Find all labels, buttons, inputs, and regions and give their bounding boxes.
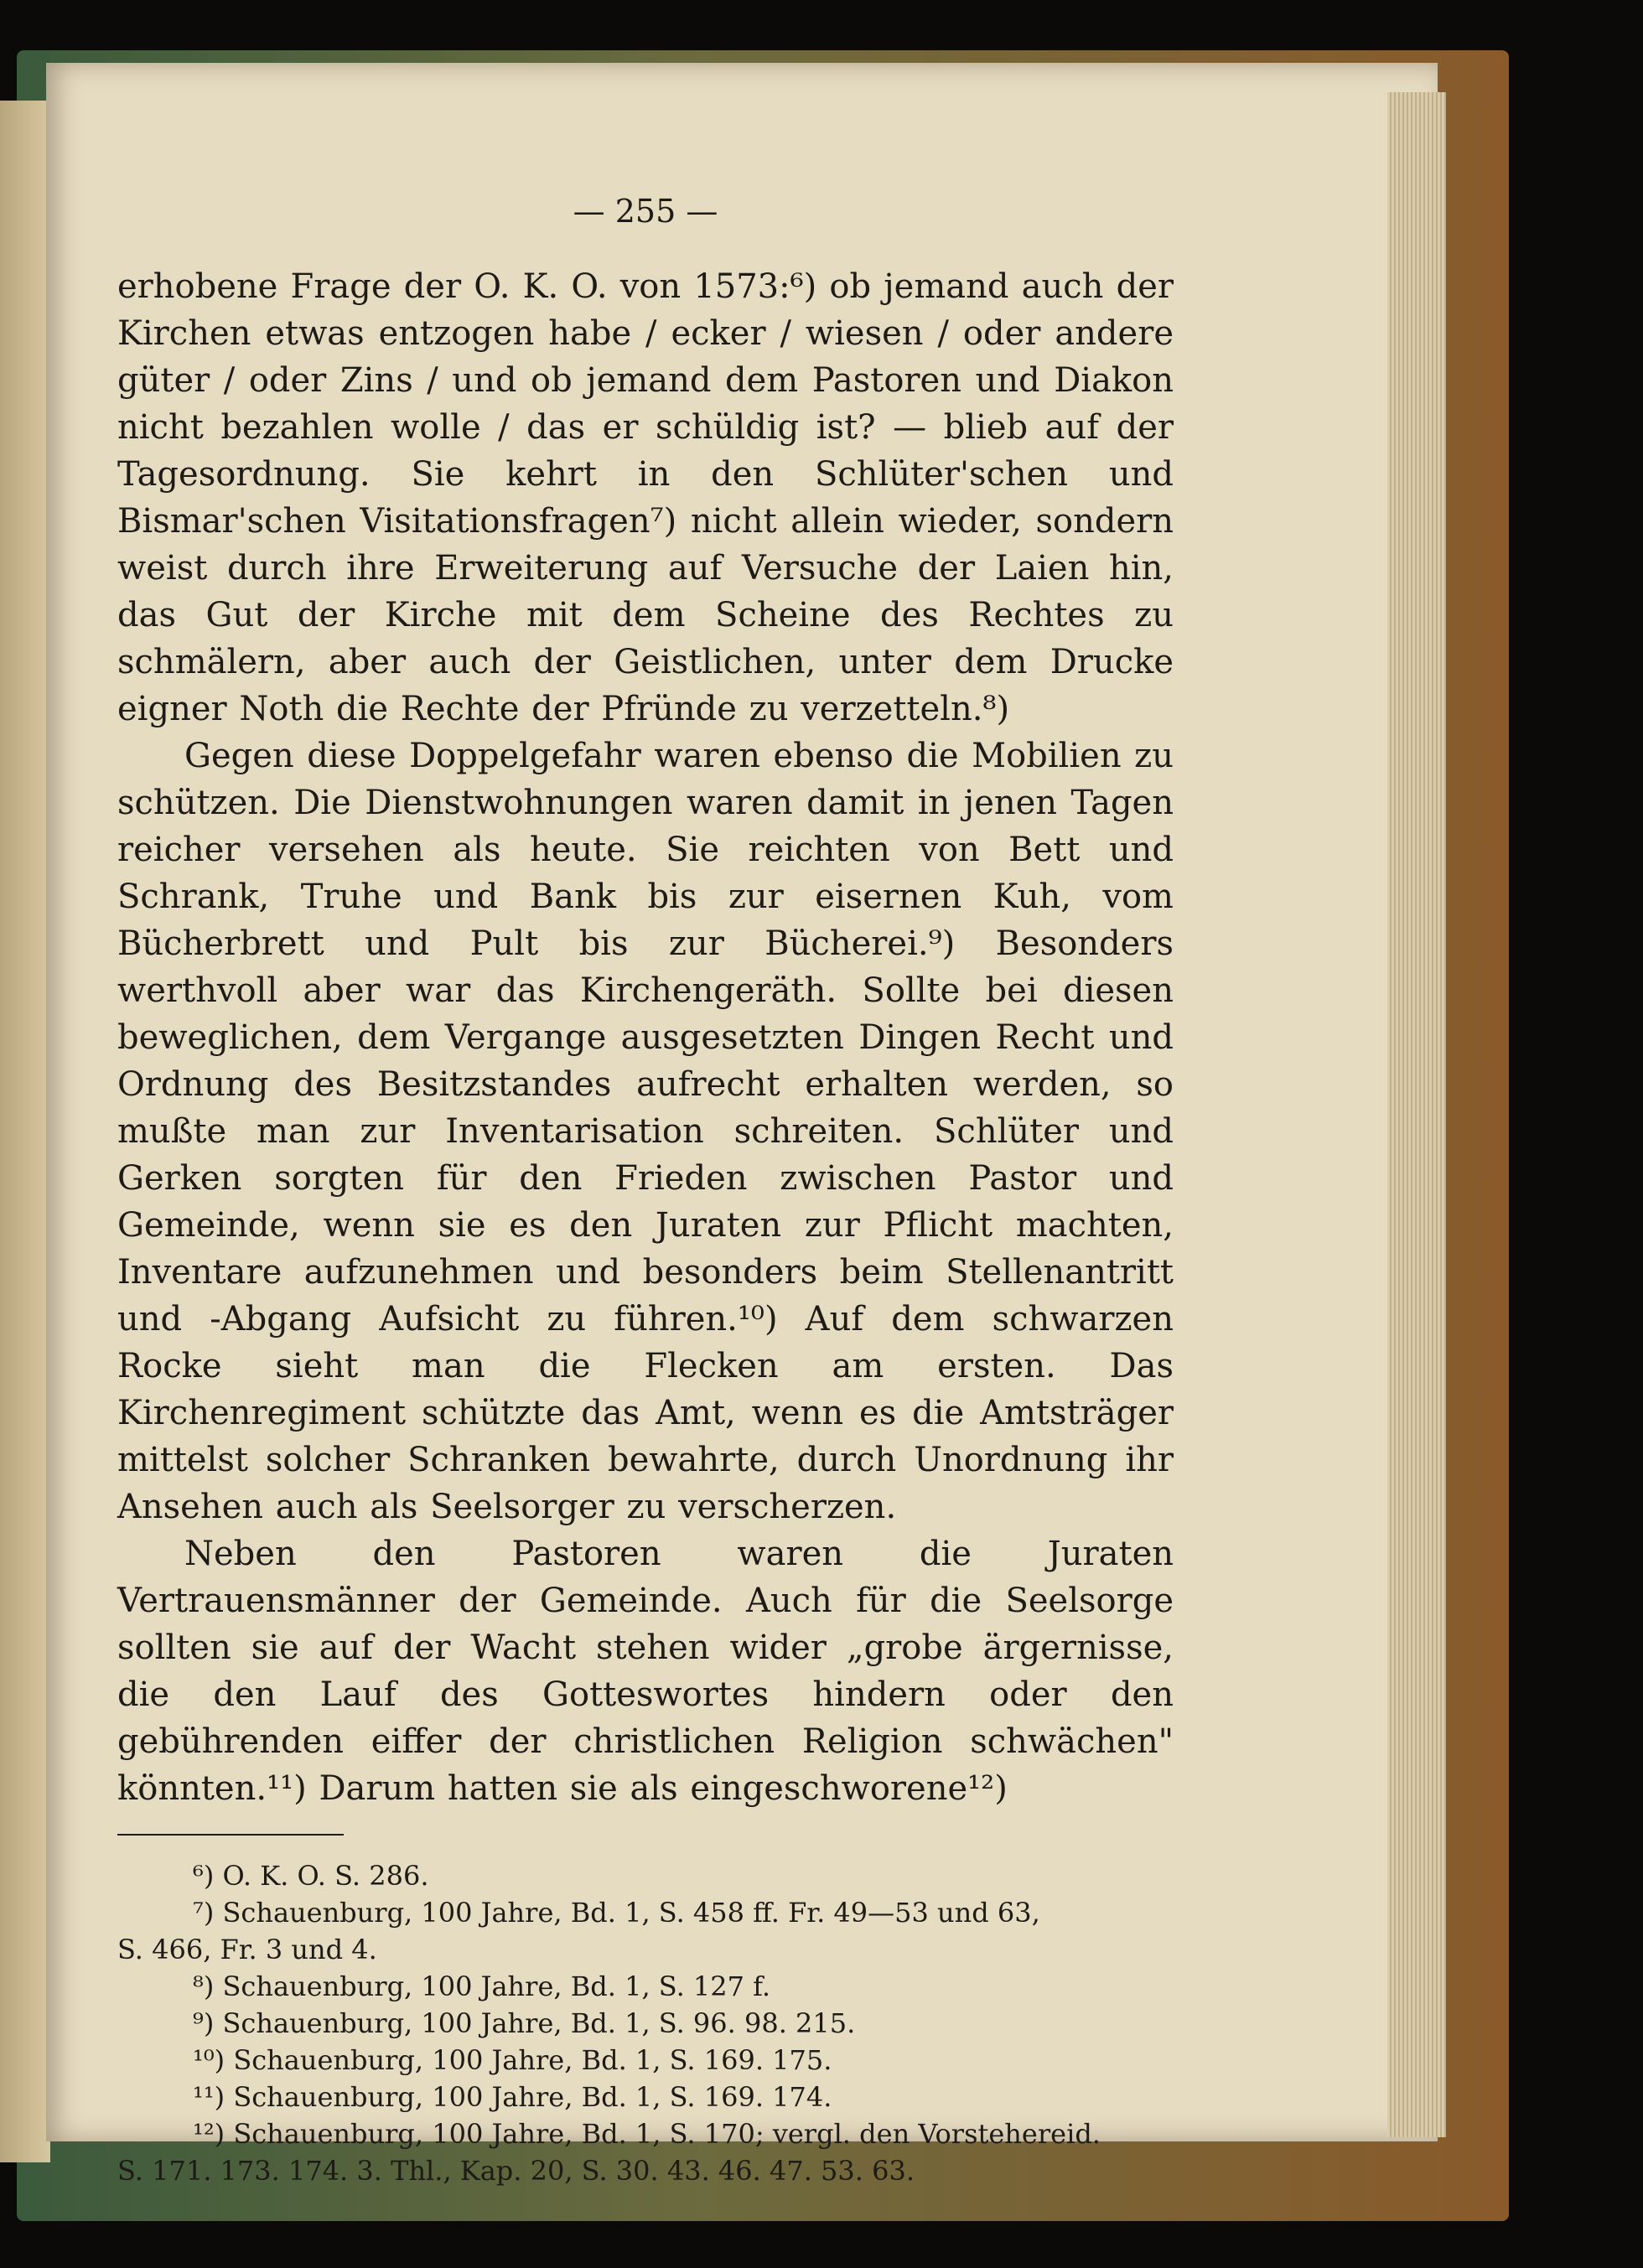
footnotes (117, 1857, 1174, 2189)
paragraph-1: erhobene Frage der O. K. O. von 1573:⁶) ob jemand auch der Kirchen etwas entzogen habe / ecker / wiesen / oder andere güter / oder Zins / und ob jemand dem Pastoren und Diakon nicht bezahlen wolle / das er schüldig ist? — blieb auf der Tagesordnung. Sie kehrt in den Schlüter'schen und Bismar'schen Visitationsfragen⁷) nicht allein wieder, sondern weist durch ihre Erweiterung auf Versuche der Laien hin, das Gut der Kirche mit dem Scheine des Rechtes zu schmälern, aber auch der Geistlichen, unter dem Drucke eigner Noth die Rechte der Pfründe zu verzetteln.⁸) (117, 267, 1174, 728)
footnote-11: ¹¹) Schauenburg, 100 Jahre, Bd. 1, S. 169. 174. (193, 2081, 832, 2113)
footnote-12: ¹²) Schauenburg, 100 Jahre, Bd. 1, S. 170; vergl. den Vorstehereid. S. 171. 173. 174. 3. Thl., Kap. 20, S. 30. 43. 46. 47. 53. 63. (117, 2118, 1101, 2187)
footnote-10: ¹⁰) Schauenburg, 100 Jahre, Bd. 1, S. 169. 175. (193, 2044, 832, 2076)
page-content (117, 126, 1174, 2189)
footnote-6: ⁶) O. K. O. S. 286. (193, 1860, 429, 1892)
footnote-9: ⁹) Schauenburg, 100 Jahre, Bd. 1, S. 96. 98. 215. (193, 2007, 856, 2039)
footnote-8: ⁸) Schauenburg, 100 Jahre, Bd. 1, S. 127 f. (193, 1970, 771, 2002)
page-number: — 255 — (573, 193, 718, 230)
footnote-7: ⁷) Schauenburg, 100 Jahre, Bd. 1, S. 458 ff. Fr. 49—53 und 63, S. 466, Fr. 3 und 4. (117, 1897, 1040, 1965)
paragraph-2: Gegen diese Doppelgefahr waren ebenso die Mobilien zu schützen. Die Dienstwohnungen waren damit in jenen Tagen reicher versehen als heute. Sie reichten von Bett und Schrank, Truhe und Bank bis zur eisernen Kuh, vom Bücherbrett und Pult bis zur Bücherei.⁹) Besonders werthvoll aber war das Kirchengeräth. Sollte bei diesen beweglichen, dem Vergange ausgesetzten Dingen Recht und Ordnung des Besitzstandes aufrecht erhalten werden, so mußte man zur Inventarisation schreiten. Schlüter und Gerken sorgten für den Frieden zwischen Pastor und Gemeinde, wenn sie es den Juraten zur Pflicht machten, Inventare aufzunehmen und besonders beim Stellenantritt und -Abgang Aufsicht zu führen.¹⁰) Auf dem schwarzen Rocke sieht man die Flecken am ersten. Das Kirchenregiment schützte das Amt, wenn es die Amtsträger mittelst solcher Schranken bewahrte, durch Unordnung ihr Ansehen auch als Seelsorger zu verscherzen. (117, 737, 1174, 1526)
footnote-divider (117, 1834, 344, 1836)
page-stack-edge (1387, 92, 1446, 2137)
facing-page-edge (0, 101, 50, 2162)
paragraph-3: Neben den Pastoren waren die Juraten Vertrauensmänner der Gemeinde. Auch für die Seelsorge sollten sie auf der Wacht stehen wider „grobe ärgernisse, die den Lauf des Gotteswortes hindern oder den gebührenden eiffer der christlichen Religion schwächen" könnten.¹¹) Darum hatten sie als eingeschworene¹²) (117, 1535, 1174, 1808)
